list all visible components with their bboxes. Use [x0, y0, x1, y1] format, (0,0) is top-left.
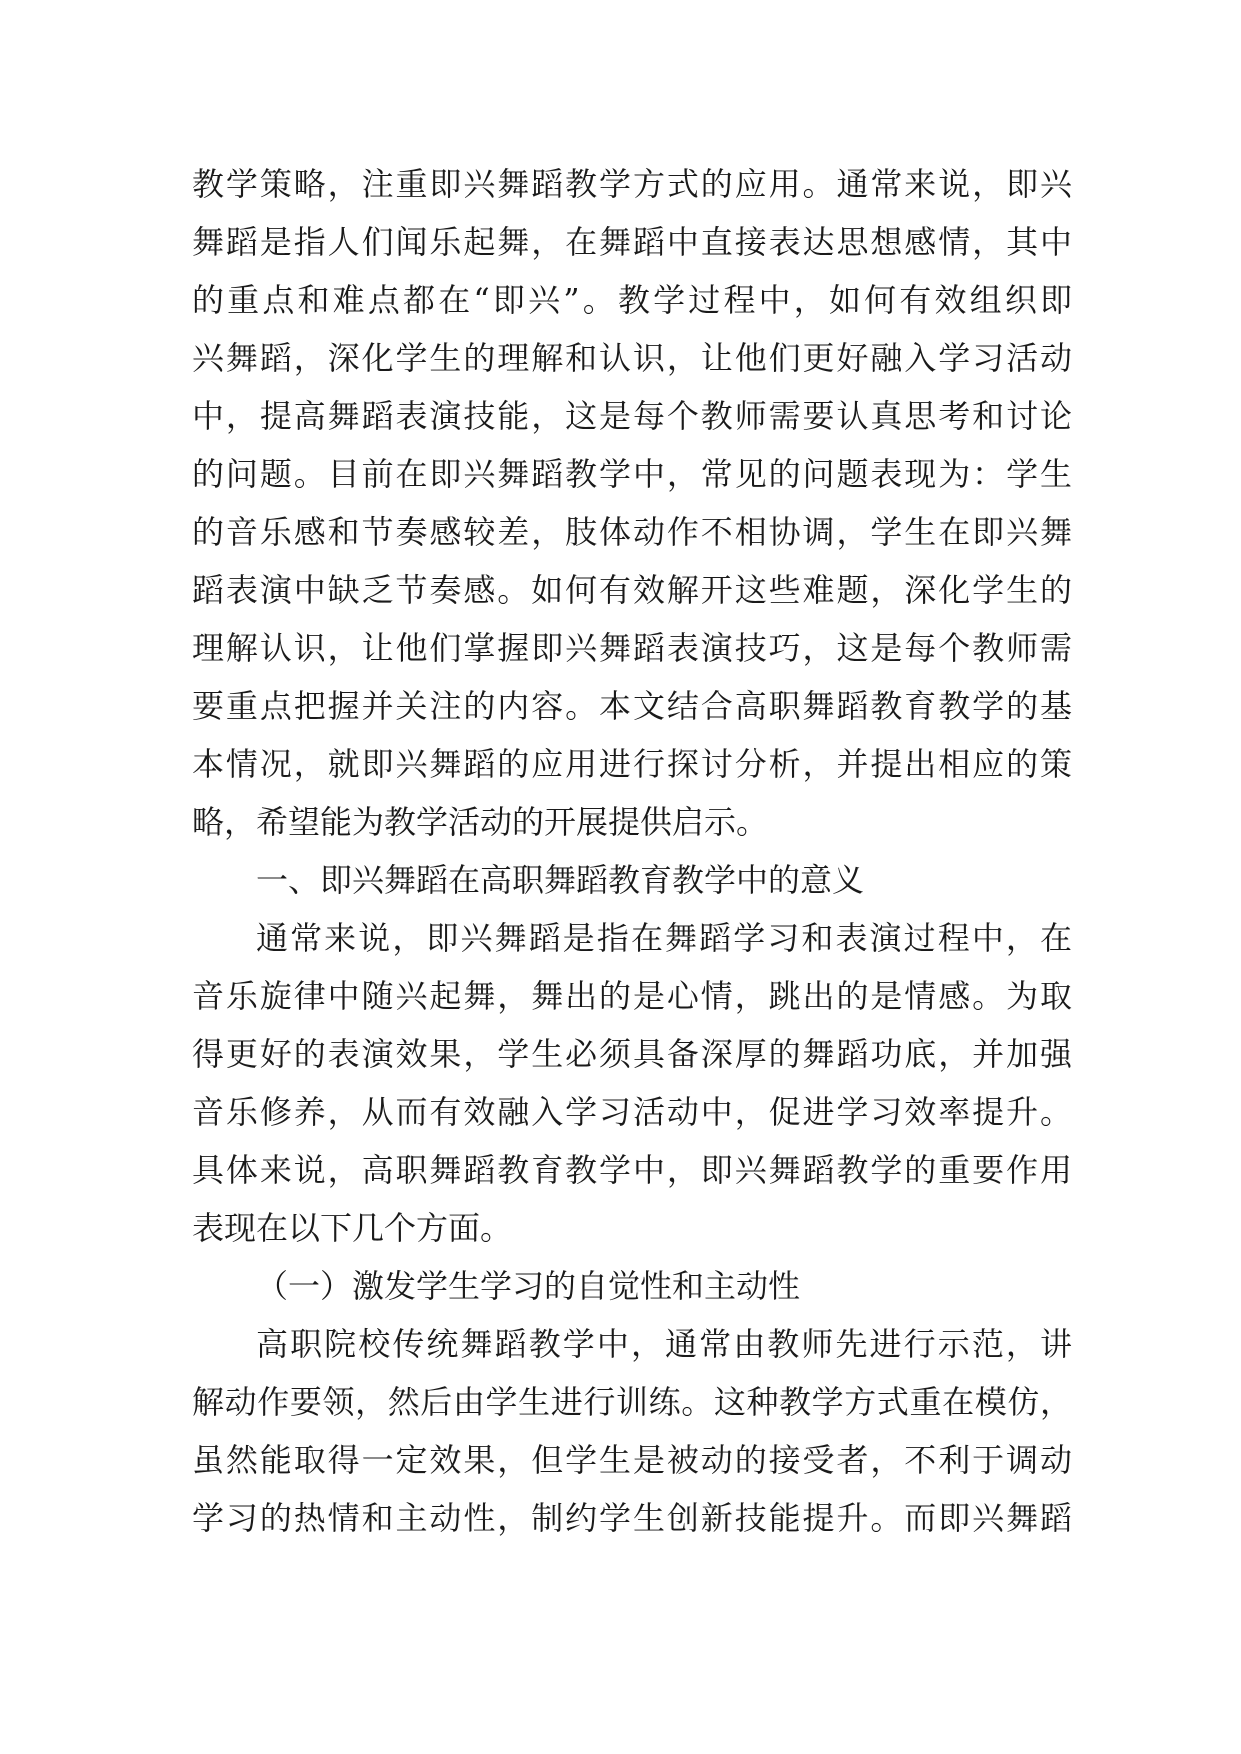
text-line: 蹈表演中缺乏节奏感。如何有效解开这些难题，深化学生的 — [192, 571, 1072, 609]
text-line: 教学策略，注重即兴舞蹈教学方式的应用。通常来说，即兴 — [192, 165, 1072, 203]
text-line: 音乐旋律中随兴起舞，舞出的是心情，跳出的是情感。为取 — [192, 977, 1072, 1015]
text-line: 要重点把握并关注的内容。本文结合高职舞蹈教育教学的基 — [192, 687, 1072, 725]
text-line: 学习的热情和主动性，制约学生创新技能提升。而即兴舞蹈 — [192, 1499, 1072, 1537]
text-line: 的音乐感和节奏感较差，肢体动作不相协调，学生在即兴舞 — [192, 513, 1072, 551]
text-line: 音乐修养，从而有效融入学习活动中，促进学习效率提升。 — [192, 1093, 1072, 1131]
text-line: 兴舞蹈，深化学生的理解和认识，让他们更好融入学习活动 — [192, 339, 1072, 377]
text-line: 略，希望能为教学活动的开展提供启示。 — [192, 803, 769, 841]
text-line: 高职院校传统舞蹈教学中，通常由教师先进行示范，讲 — [256, 1325, 1072, 1363]
text-line: 舞蹈是指人们闻乐起舞，在舞蹈中直接表达思想感情，其中 — [192, 223, 1072, 261]
text-line: 具体来说，高职舞蹈教育教学中，即兴舞蹈教学的重要作用 — [192, 1151, 1072, 1189]
text-line: 虽然能取得一定效果，但学生是被动的接受者，不利于调动 — [192, 1441, 1072, 1479]
text-line: 表现在以下几个方面。 — [192, 1209, 513, 1247]
text-line: 中，提高舞蹈表演技能，这是每个教师需要认真思考和讨论 — [192, 397, 1072, 435]
text-line: 理解认识，让他们掌握即兴舞蹈表演技巧，这是每个教师需 — [192, 629, 1072, 667]
text-line: 解动作要领，然后由学生进行训练。这种教学方式重在模仿， — [192, 1383, 1072, 1421]
text-line: 的问题。目前在即兴舞蹈教学中，常见的问题表现为：学生 — [192, 455, 1072, 493]
text-line: 得更好的表演效果，学生必须具备深厚的舞蹈功底，并加强 — [192, 1035, 1072, 1073]
subsection-heading: （一）激发学生学习的自觉性和主动性 — [256, 1267, 801, 1305]
body-text — [192, 155, 1072, 1547]
text-line: 通常来说，即兴舞蹈是指在舞蹈学习和表演过程中，在 — [256, 919, 1072, 957]
text-line: 本情况，就即兴舞蹈的应用进行探讨分析，并提出相应的策 — [192, 745, 1072, 783]
section-heading: 一、即兴舞蹈在高职舞蹈教育教学中的意义 — [256, 861, 865, 899]
text-line: 的重点和难点都在“即兴”。教学过程中，如何有效组织即 — [192, 281, 1072, 319]
